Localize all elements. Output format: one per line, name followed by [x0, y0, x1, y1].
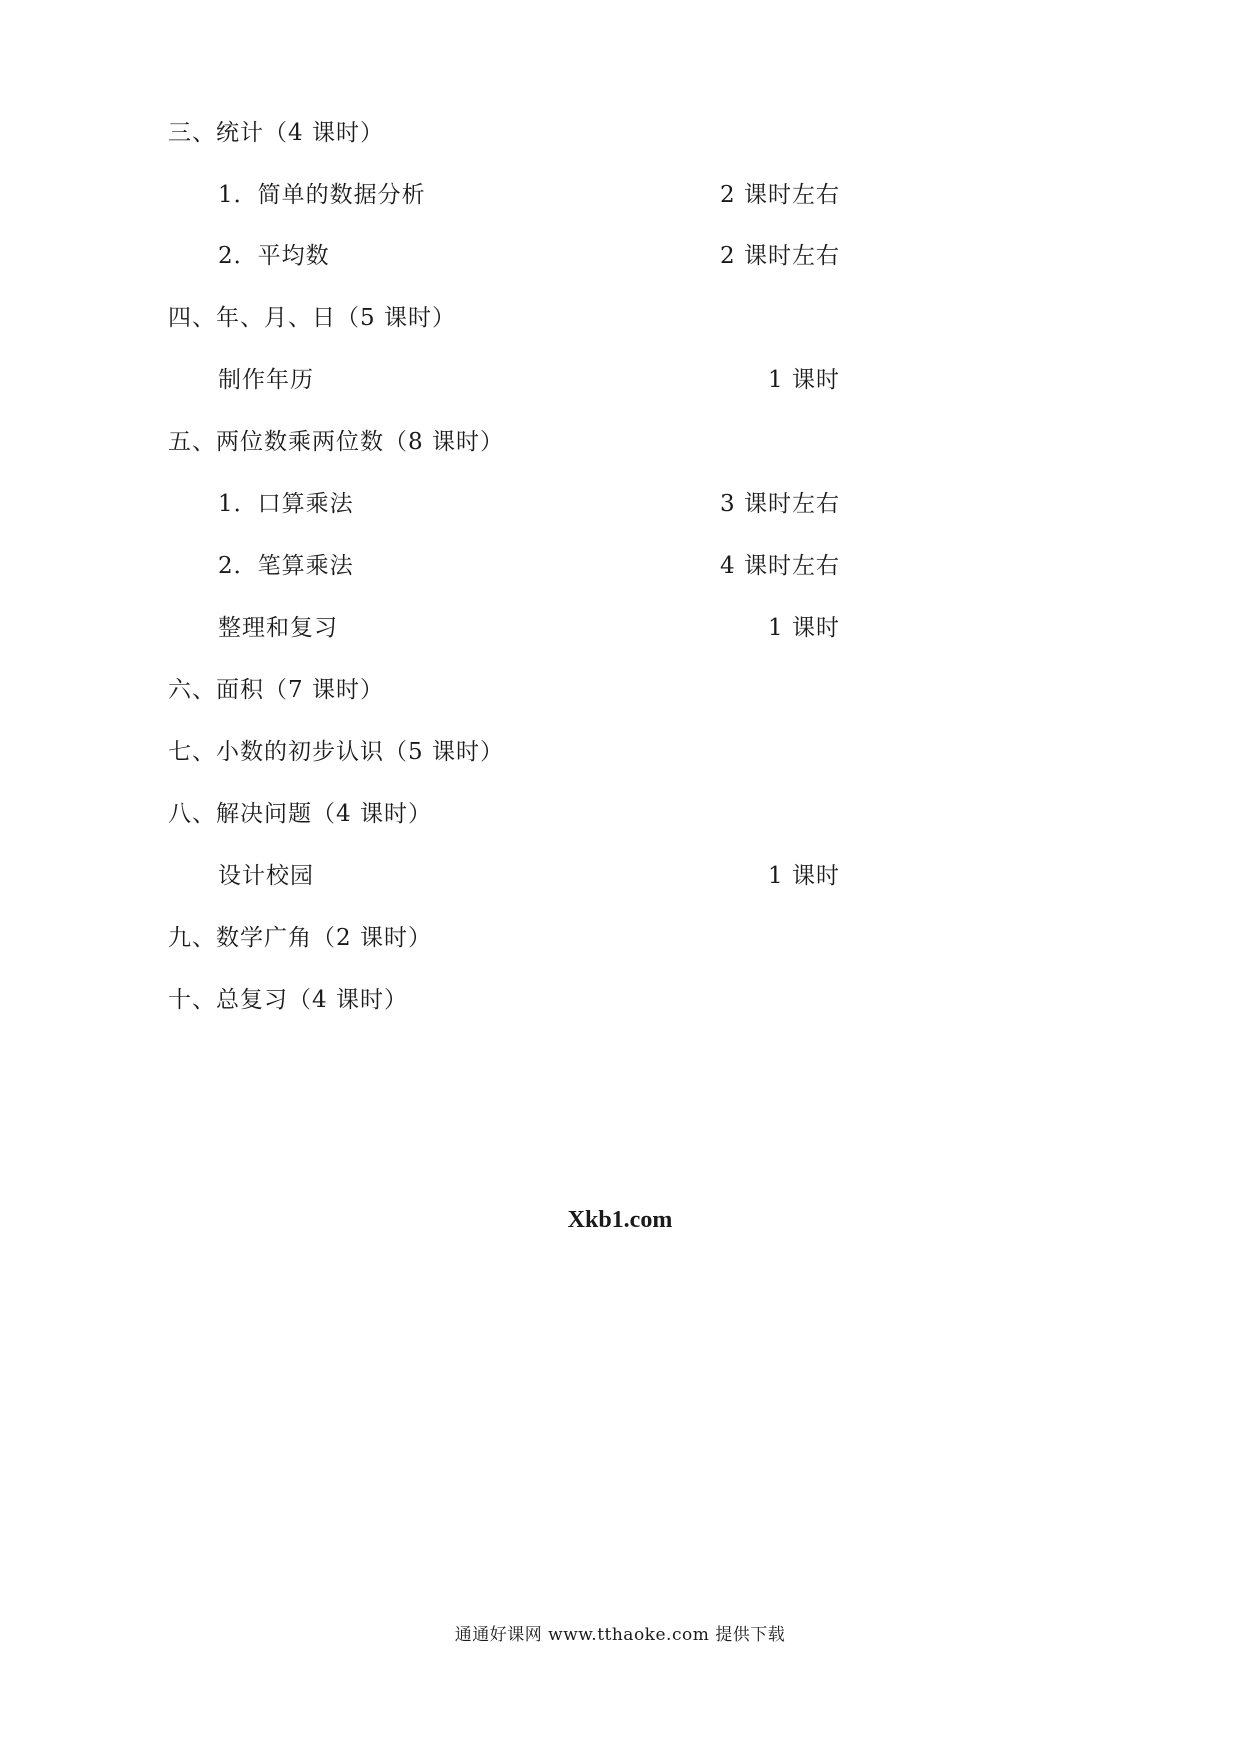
toc-entry-hours: 1 课时: [768, 863, 840, 889]
section-heading-area: 六、面积（7 课时）: [168, 677, 384, 703]
toc-entry-review: [218, 613, 840, 643]
toc-entry-label: 制作年历: [218, 367, 314, 393]
dot-leader: [340, 613, 766, 643]
toc-entry-make-calendar: [218, 365, 840, 395]
section-heading-statistics: 三、统计（4 课时）: [168, 120, 384, 146]
toc-entry-label: 2．笔算乘法: [218, 553, 354, 579]
dot-leader: [316, 365, 766, 395]
section-heading-decimals: 七、小数的初步认识（5 课时）: [168, 739, 504, 765]
toc-entry-simple-data-analysis: [218, 180, 840, 210]
dot-leader: [332, 241, 718, 271]
toc-entry-hours: 1 课时: [768, 615, 840, 641]
toc-entry-label: 2．平均数: [218, 243, 330, 269]
toc-entry-design-campus: [218, 861, 840, 891]
dot-leader: [356, 551, 718, 581]
section-heading-general-review: 十、总复习（4 课时）: [168, 987, 408, 1013]
section-heading-two-digit-multiplication: 五、两位数乘两位数（8 课时）: [168, 429, 504, 455]
toc-entry-hours: 3 课时左右: [720, 491, 840, 517]
site-brand: Xkb1.com: [567, 1207, 673, 1233]
toc-entry-hours: 1 课时: [768, 367, 840, 393]
toc-entry-written-multiplication: [218, 551, 840, 581]
dot-leader: [316, 861, 766, 891]
toc-entry-mental-multiplication: [218, 489, 840, 519]
toc-entry-hours: 4 课时左右: [720, 553, 840, 579]
toc-entry-label: 设计校园: [218, 863, 314, 889]
page-footer: 通通好课网 www.tthaoke.com 提供下载: [454, 1625, 786, 1645]
toc-entry-label: 1．简单的数据分析: [218, 182, 426, 208]
toc-entry-hours: 2 课时左右: [720, 243, 840, 269]
dot-leader: [356, 489, 718, 519]
toc-entry-average: [218, 241, 840, 271]
dot-leader: [428, 180, 718, 210]
toc-entry-hours: 2 课时左右: [720, 182, 840, 208]
section-heading-problem-solving: 八、解决问题（4 课时）: [168, 801, 432, 827]
toc-entry-label: 整理和复习: [218, 615, 338, 641]
section-heading-year-month-day: 四、年、月、日（5 课时）: [168, 305, 456, 331]
toc-entry-label: 1．口算乘法: [218, 491, 354, 517]
section-heading-math-wide-angle: 九、数学广角（2 课时）: [168, 925, 432, 951]
